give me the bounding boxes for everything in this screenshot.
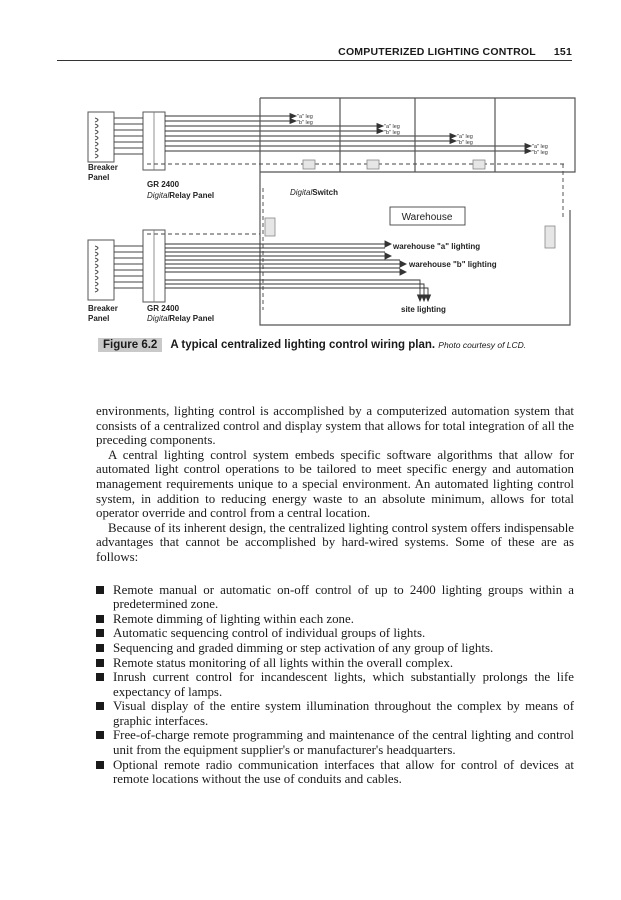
- relay-panel-top-name: DigitalRelay Panel: [147, 191, 215, 200]
- svg-text:"a" leg: "a" leg: [384, 124, 400, 130]
- bullet-square-icon: [96, 586, 104, 594]
- photo-credit: Photo courtesy of LCD.: [438, 340, 527, 350]
- relay-panel-top-model: GR 2400: [147, 180, 180, 189]
- digital-switches: [265, 160, 555, 248]
- list-item: Free-of-charge remote programming and maintenance of the central lighting and control unit from the equipment supplier's or manufacturer's headquarters.: [96, 728, 574, 757]
- bullet-square-icon: [96, 673, 104, 681]
- svg-text:"a" leg: "a" leg: [457, 134, 473, 140]
- list-item: Optional remote radio communication interfaces that allow for control of devices at remote locations without the use of conduits and cables.: [96, 758, 574, 787]
- list-item: Remote dimming of lighting within each zone.: [96, 612, 574, 627]
- list-item: Remote status monitoring of all lights within the overall complex.: [96, 656, 574, 671]
- running-header: [57, 46, 572, 58]
- bullet-square-icon: [96, 702, 104, 710]
- paragraph: environments, lighting control is accomplished by a computerized automation system that consists of a centralized control and display system that allows for total integration of all the preceding components.: [96, 404, 574, 448]
- svg-text:"b" leg: "b" leg: [457, 140, 473, 146]
- bullet-square-icon: [96, 629, 104, 637]
- relay-panel-bottom-name: DigitalRelay Panel: [147, 314, 215, 323]
- bullet-square-icon: [96, 644, 104, 652]
- breaker-panel-top: [88, 112, 114, 162]
- svg-text:"b" leg: "b" leg: [297, 120, 313, 126]
- list-item: Inrush current control for incandescent lights, which substantially prolongs the life expectancy of lamps.: [96, 670, 574, 699]
- bullet-square-icon: [96, 731, 104, 739]
- wiring-diagram-figure: [85, 90, 580, 335]
- list-item: Sequencing and graded dimming or step activation of any group of lights.: [96, 641, 574, 656]
- svg-text:"a" leg: "a" leg: [532, 144, 548, 150]
- svg-text:"b" leg: "b" leg: [532, 150, 548, 156]
- svg-text:"b" leg: "b" leg: [384, 130, 400, 136]
- paragraph: A central lighting control system embeds specific software algorithms that allow for automated light control operations to be tailored to meet specific energy and automation management requirements unique to a special environment. An automated lighting control system, in addition to reducing energy waste to an absolute minimum, allows for total operator override and control from a central location.: [96, 447, 574, 521]
- breaker-panel-top-label: Breaker Panel: [88, 163, 118, 182]
- list-item: Remote manual or automatic on-off control of up to 2400 lighting groups within a predetermined zone.: [96, 583, 574, 612]
- breaker-panel-bottom: [88, 240, 114, 300]
- figure-number: Figure 6.2: [98, 338, 162, 352]
- list-item: Automatic sequencing control of individual groups of lights.: [96, 626, 574, 641]
- advantages-list: [96, 583, 574, 787]
- paragraph: Because of its inherent design, the centralized lighting control system offers indispensable advantages that cannot be accomplished by hard-wired systems. Some of these are as follows:: [96, 520, 574, 564]
- list-item: Visual display of the entire system illumination throughout the complex by means of graphic interfaces.: [96, 699, 574, 728]
- running-title: COMPUTERIZED LIGHTING CONTROL: [338, 46, 536, 58]
- digital-switch-label: DigitalSwitch: [290, 188, 339, 197]
- header-rule: [57, 60, 572, 61]
- breaker-panel-bottom-label: Breaker Panel: [88, 304, 118, 323]
- warehouse-b-label: warehouse "b" lighting: [409, 260, 497, 269]
- relay-panel-bottom: [143, 230, 165, 302]
- caption-text: A typical centralized lighting control wiring plan.: [170, 339, 436, 351]
- site-lighting-label: site lighting: [401, 305, 446, 314]
- body-text: [96, 404, 574, 787]
- figure-caption: [98, 338, 578, 352]
- relay-panel-top: [143, 112, 165, 170]
- leg-labels: [297, 114, 548, 156]
- bullet-square-icon: [96, 659, 104, 667]
- bullet-square-icon: [96, 761, 104, 769]
- bullet-square-icon: [96, 615, 104, 623]
- leg-wires-top: [165, 114, 531, 154]
- leg-wires-bottom: [165, 241, 431, 301]
- page-number: 151: [553, 46, 572, 58]
- warehouse-a-label: warehouse "a" lighting: [393, 242, 481, 251]
- svg-text:"a" leg: "a" leg: [297, 114, 313, 120]
- warehouse-label: Warehouse: [401, 212, 453, 223]
- relay-panel-bottom-model: GR 2400: [147, 304, 180, 313]
